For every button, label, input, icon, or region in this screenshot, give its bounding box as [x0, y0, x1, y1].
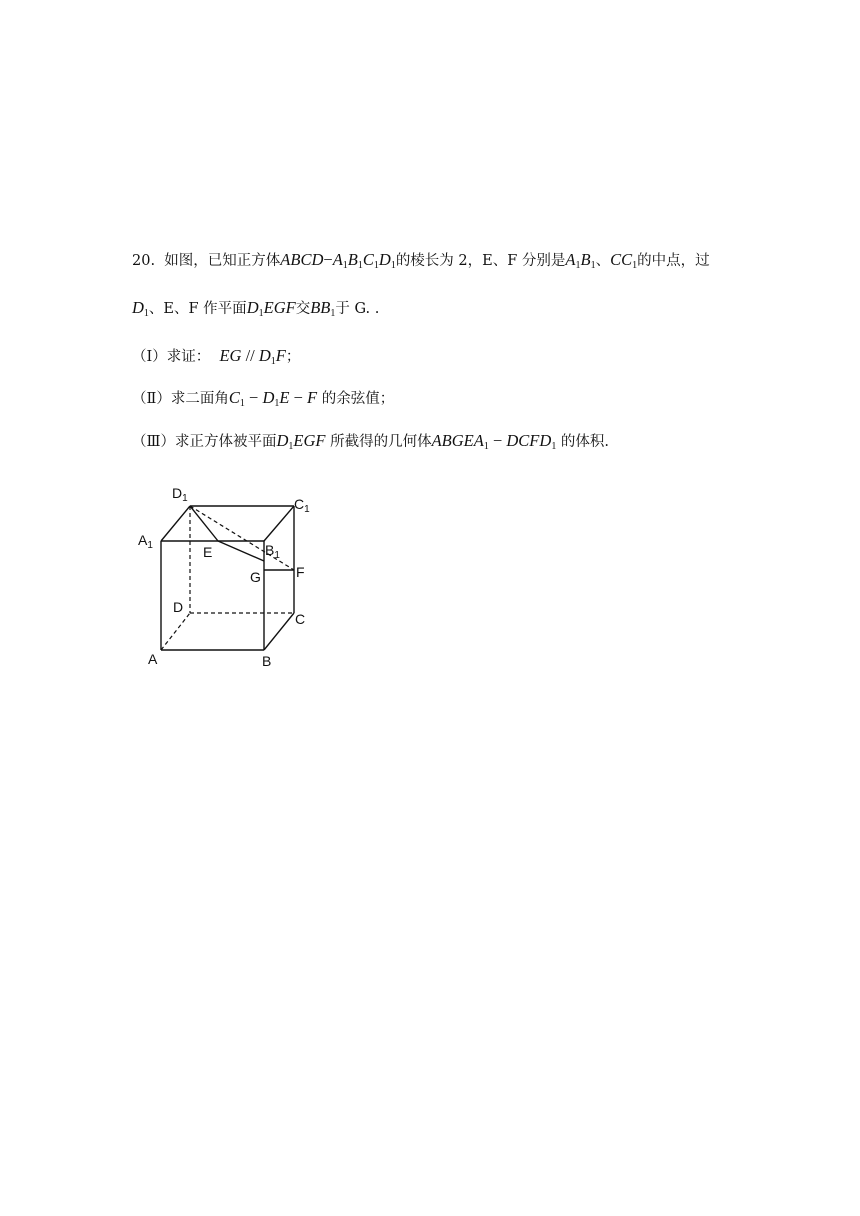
part-1-expression: EG // $D_1F$	[219, 346, 286, 367]
segment-cc1: $CC_1$	[610, 250, 638, 271]
label-d1: $D_1$	[172, 485, 188, 504]
label-f: F	[296, 564, 305, 580]
cube-name: $ABCD-A_1B_1C_1D_1$	[280, 250, 396, 271]
part-marker: （Ⅲ）	[132, 434, 175, 450]
problem-number: 20.	[132, 253, 156, 269]
problem-statement-line-1	[132, 250, 710, 276]
part-marker: （Ⅰ）	[132, 349, 167, 365]
dihedral-angle: $C_1 - D_1E - F$	[228, 388, 318, 409]
label-b: B	[262, 653, 272, 669]
problem-text: 于 G. .	[335, 301, 380, 317]
part-1	[132, 346, 300, 372]
segment-d1e	[190, 506, 218, 541]
part-end: 的余弦值；	[321, 391, 395, 407]
problem-text: 交	[295, 301, 311, 317]
part-text: 求正方体被平面	[174, 434, 277, 450]
separator: 、	[595, 253, 611, 269]
problem-condition-end: 的中点，过	[637, 253, 710, 269]
problem-text: 、E、F 作平面	[148, 301, 247, 317]
part-marker: （Ⅱ）	[132, 391, 171, 407]
part-2	[132, 388, 394, 414]
part-end: ；	[285, 349, 301, 365]
hidden-edge-ad	[161, 613, 190, 650]
label-g: G	[250, 569, 261, 585]
point-d1: $D_1$	[132, 298, 149, 319]
label-e: E	[203, 544, 213, 560]
part-text: 求二面角	[170, 391, 229, 407]
label-a1: $A_1$	[138, 532, 153, 551]
part-end: 的体积.	[560, 434, 610, 450]
plane-d1egf: $D_1EGF$	[276, 431, 326, 452]
solid-name: $ABGEA_1$ − $DCFD_1$	[431, 431, 557, 452]
problem-intro: 如图，已知正方体	[164, 253, 281, 269]
label-c: C	[295, 611, 306, 627]
segment-a1b1: $A_1B_1$	[565, 250, 596, 271]
label-b1: $B_1$	[265, 542, 280, 561]
label-c1: $C_1$	[294, 496, 310, 515]
edge-b1c1	[264, 506, 294, 541]
part-text: 求证：	[166, 349, 211, 365]
part-3	[132, 431, 609, 457]
edge-a1d1	[161, 506, 190, 541]
segment-eg	[218, 541, 264, 561]
cube-figure	[138, 480, 318, 680]
part-text: 所截得的几何体	[330, 434, 432, 450]
plane-d1egf: $D_1EGF$	[246, 298, 296, 319]
problem-condition: 的棱长为 2，E、F 分别是	[395, 253, 566, 269]
problem-statement-line-2	[132, 298, 379, 324]
label-a: A	[148, 651, 158, 667]
edge-bc	[264, 613, 294, 650]
label-d: D	[173, 599, 184, 615]
segment-bb1: $BB_1$	[310, 298, 336, 319]
